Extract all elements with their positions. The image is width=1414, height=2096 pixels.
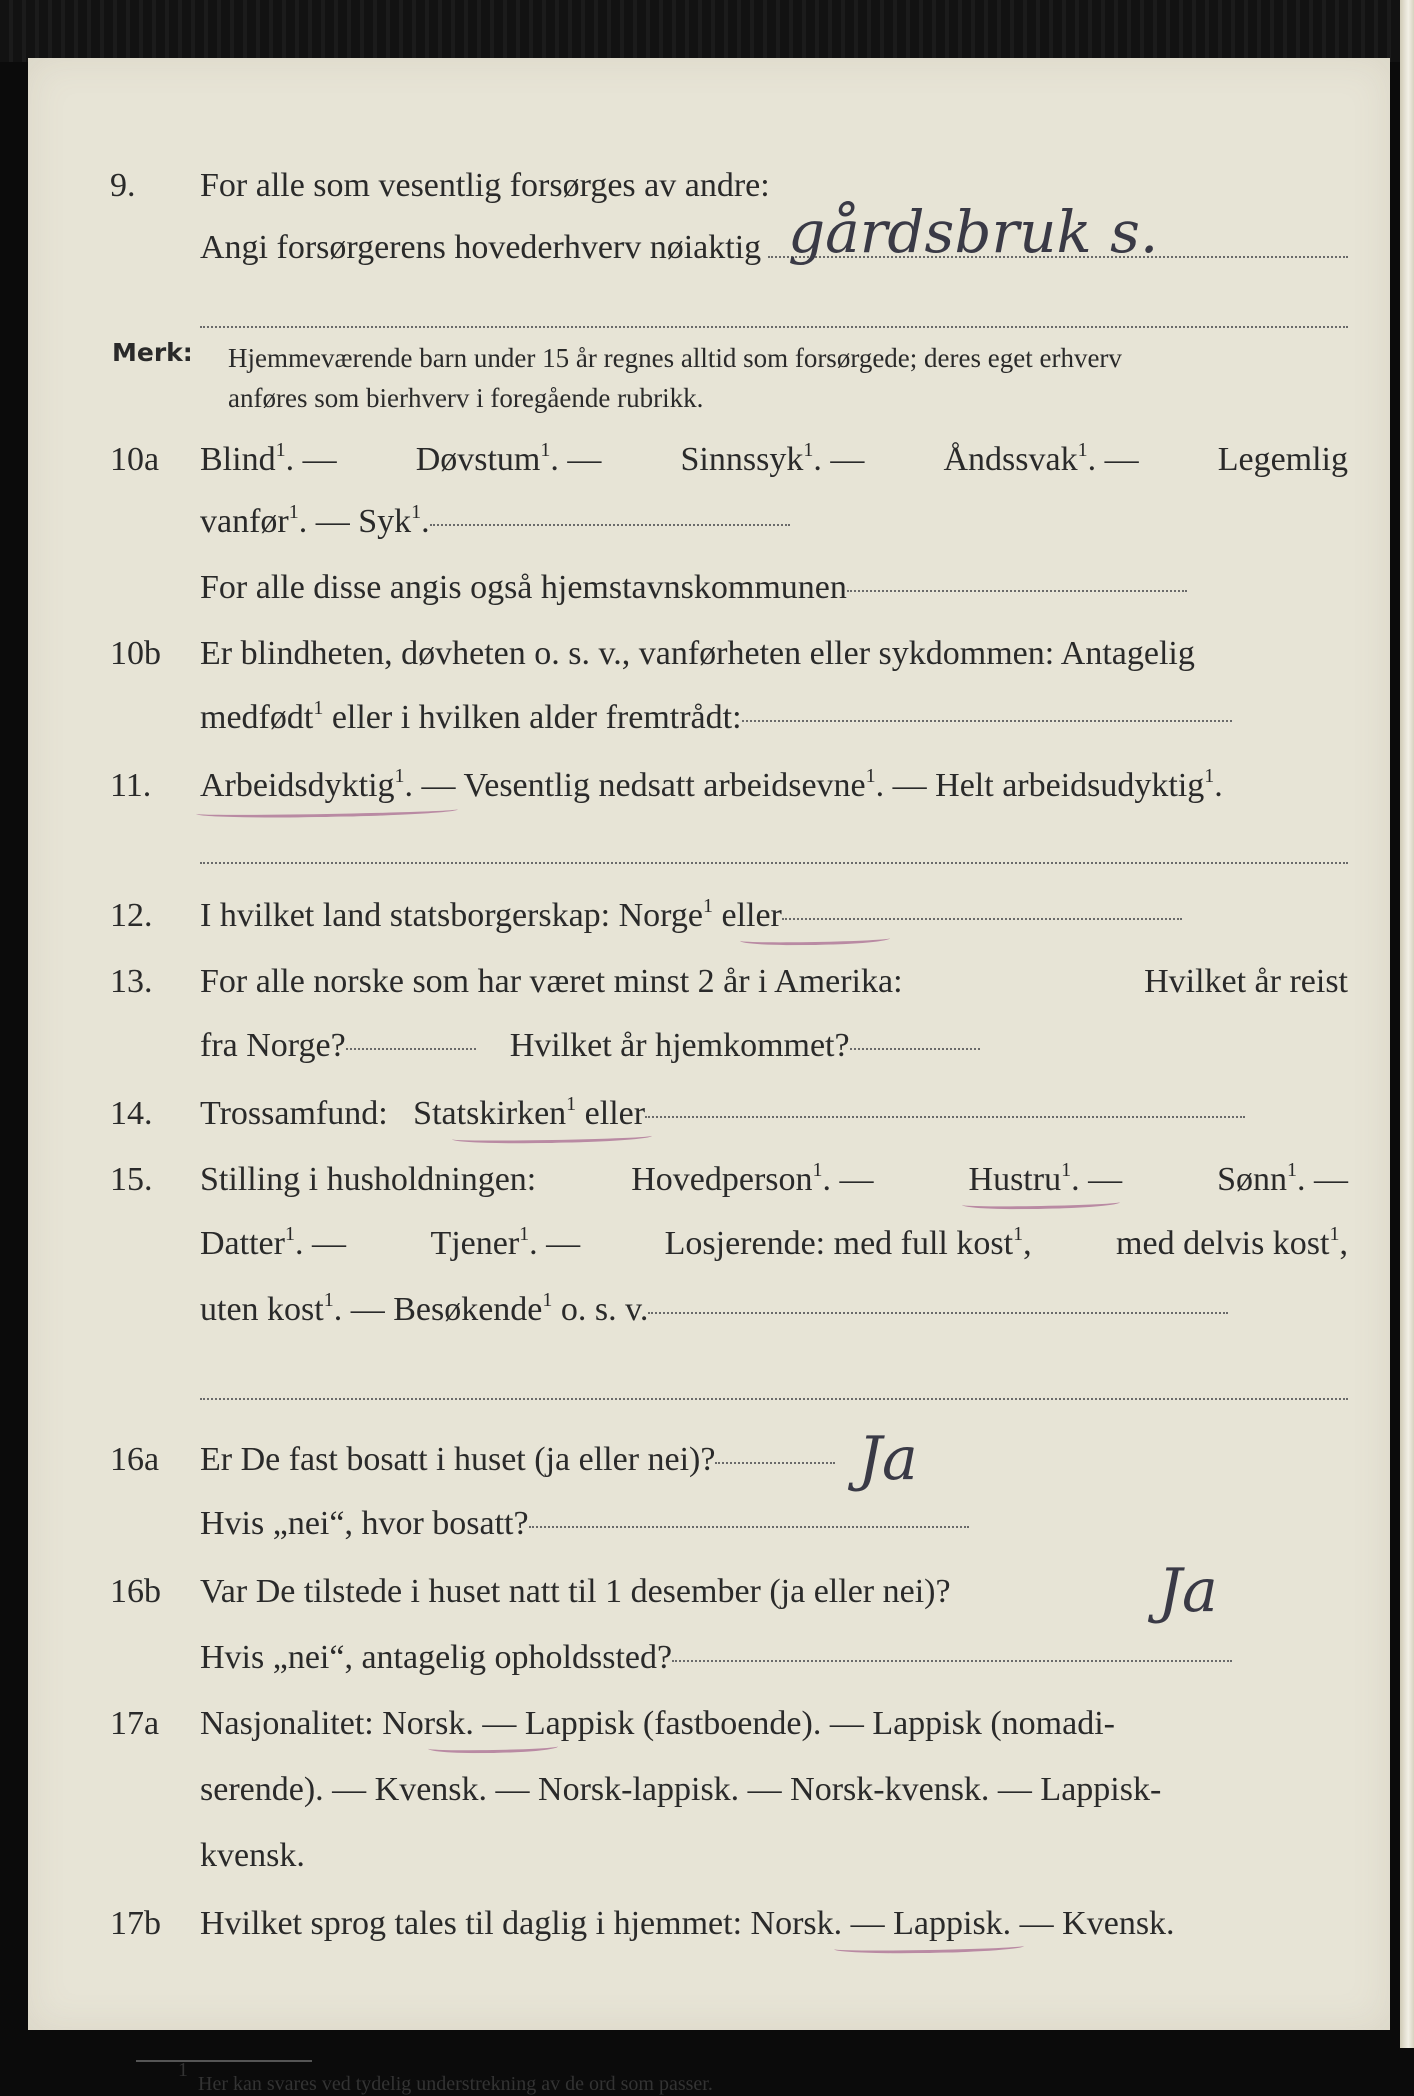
q13-text2: fra Norge? Hvilket år hjemkommet? [200,1024,980,1068]
q16a-text2: Hvis „nei“, hvor bosatt? [200,1502,969,1546]
q11-text: Arbeidsdyktig$^1$. — Vesentlig nedsatt arbeidsevne$^1$. — Helt arbeidsudyktig$^1$. [200,765,1223,804]
q12-number: 12. [110,897,153,934]
q10a-options [200,438,1348,482]
q10a-opt-andssvak: Åndssvak$^1$. — [943,439,1139,478]
q16a-handwritten-answer: Ja [858,1424,918,1494]
scan-right-edge [1400,0,1414,2048]
q12-text: I hvilket land statsborgerskap: Norge$^1$ eller [200,894,1182,938]
merk-label: Merk: [112,338,193,367]
q14-answer-line [645,1116,1245,1118]
q16a-number: 16a [110,1441,160,1478]
q10b-line1 [28,632,1390,676]
q16a-bosatt-line [529,1526,969,1528]
q15-text3: uten kost$^1$. — Besøkende$^1$ o. s. v. [200,1288,1228,1332]
merk-text1: Hjemmeværende barn under 15 år regnes alltid som forsørgede; deres eget erhverv [228,343,1122,373]
q15-text2: Datter$^1$. — Tjener$^1$. — Losjerende: med full kost$^1$, med delvis kost$^1$, [200,1223,1348,1262]
q10b-text2: medfødt$^1$ eller i hvilken alder fremtrådt: [200,696,1232,740]
q11-number: 11. [110,767,152,804]
q9-number: 9. [110,167,136,204]
q10a-opt-blind: Blind$^1$. — [200,439,337,478]
footnote: $^1$ Her kan svares ved tydelig understrekning av de ord som passer. [178,2059,713,2095]
q17a-text1: Nasjonalitet: Norsk. — Lappisk (fastboende). — Lappisk (nomadi- [200,1705,1115,1742]
q10a-opt-sinnssyk: Sinnssyk$^1$. — [680,439,865,478]
q13-line1 [28,960,1390,1004]
q17a-text3: kvensk. [200,1837,305,1874]
q10a-text3: For alle disse angis også hjemstavnskommunen [200,566,1187,610]
q15-line2 [28,1222,1390,1266]
q10a-opt-dovstum: Døvstum$^1$. — [415,439,602,478]
q10a-line1 [28,438,1390,482]
q11-extra-line [200,862,1348,864]
q15-number: 15. [110,1161,153,1198]
q16b-text2: Hvis „nei“, antagelig opholdssted? [200,1636,1232,1680]
q9-line2 [28,226,1390,270]
q15-answer-line [648,1312,1228,1314]
q16b-opholdssted-line [672,1660,1232,1662]
q10b-text1: Er blindheten, døvheten o. s. v., vanførheten eller sykdommen: Antagelig [200,635,1195,672]
q16b-text1: Var De tilstede i huset natt til 1 desember (ja eller nei)? [200,1573,951,1610]
q9-text2: Angi forsørgerens hovederhverv nøiaktig [200,229,762,266]
q17b-text: Hvilket sprog tales til daglig i hjemmet: Norsk. — Lappisk. — Kvensk. [200,1905,1175,1942]
q16b-handwritten-answer: Ja [1158,1556,1218,1626]
q13-number: 13. [110,963,153,1000]
q15-text1: Stilling i husholdningen: Hovedperson$^1$. — Hustru$^1$. — Sønn$^1$. — [200,1159,1348,1198]
q16b-number: 16b [110,1573,161,1610]
q10a-opt-legemlig: Legemlig [1217,441,1348,478]
q9-answer-line-2 [200,326,1348,328]
q15-line1 [28,1158,1390,1202]
q14-text: Trossamfund: Statskirken$^1$ eller [200,1092,1245,1136]
q10b-number: 10b [110,635,161,672]
merk-text2: anføres som bierhverv i foregående rubrikk. [228,383,704,413]
q10b-answer-line [742,720,1232,722]
footnote-rule [136,2060,312,2062]
scan-top-edge [0,0,1414,62]
q17a-text2: serende). — Kvensk. — Norsk-lappisk. — Norsk-kvensk. — Lappisk- [200,1771,1162,1808]
q9-handwritten-answer: gårdsbruk s. [788,198,1159,266]
q16a-text1: Er De fast bosatt i huset (ja eller nei)? [200,1438,835,1482]
q13-text1: For alle norske som har været minst 2 år i Amerika: Hvilket år reist [200,963,1348,1000]
q10a-answer-line [430,524,790,526]
q10a-number: 10a [110,441,160,478]
q14-number: 14. [110,1095,153,1132]
census-form-page [28,58,1390,2095]
q13-hjemkommet-line [850,1048,980,1050]
q10a-hjemstavn-line [847,590,1187,592]
q11-line [28,764,1390,808]
q9-text: For alle som vesentlig forsørges av andre: [200,167,770,204]
q17b-number: 17b [110,1905,161,1942]
q15-extra-line [200,1398,1348,1400]
q17a-number: 17a [110,1705,160,1742]
q13-reist-line [346,1048,476,1050]
q12-answer-line [782,918,1182,920]
q10a-text2: vanfør$^1$. — Syk$^1$. [200,500,790,544]
q16a-answer-line [715,1462,835,1464]
